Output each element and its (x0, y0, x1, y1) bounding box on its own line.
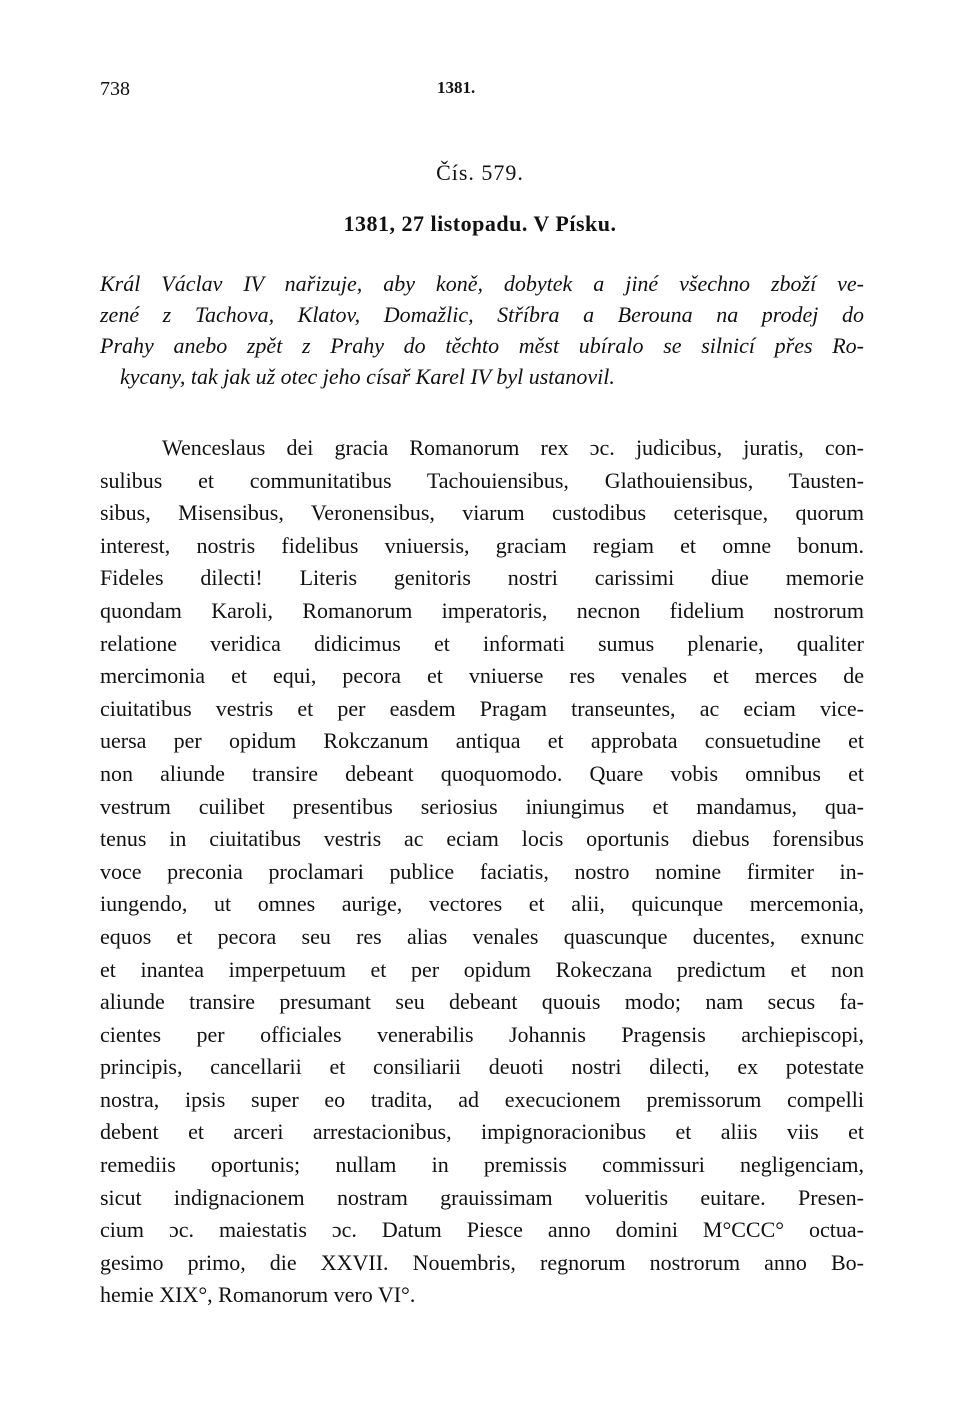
running-year: 1381. (437, 78, 476, 97)
regest-summary (100, 268, 864, 392)
charter-line: aliunde transire presumant seu debeant quouis modo; nam secus fa- (100, 989, 864, 1015)
charter-line: et inantea imperpetuum et per opidum Rokeczana predictum et non (100, 956, 864, 982)
charter-line: remediis oportunis; nullam in premissis commissuri negligenciam, (100, 1152, 864, 1178)
document-date-place: 1381, 27 listopadu. V Písku. (343, 211, 617, 236)
charter-line: iungendo, ut omnes aurige, vectores et alii, quicunque mercemonia, (100, 891, 864, 917)
regest-line: zené z Tachova, Klatov, Domažlic, Stříbra a Berouna na prodej do (100, 302, 864, 327)
charter-line: cium ɔc. maiestatis ɔc. Datum Piesce anno domini M°CCC° octua- (100, 1217, 864, 1243)
charter-line: non aliunde transire debeant quoquomodo. Quare vobis omnibus et (100, 760, 864, 786)
charter-line: gesimo primo, die XXVII. Nouembris, regnorum nostrorum anno Bo- (100, 1249, 864, 1275)
charter-text (100, 432, 864, 1312)
charter-line: quondam Karoli, Romanorum imperatoris, necnon fidelium nostrorum (100, 597, 864, 623)
running-head (100, 78, 864, 102)
charter-line: sulibus et communitatibus Tachouiensibus, Glathouiensibus, Tausten- (100, 467, 864, 493)
charter-line: ciuitatibus vestris et per easdem Pragam transeuntes, ac eciam vice- (100, 695, 864, 721)
charter-line: uersa per opidum Rokczanum antiqua et approbata consuetudine et (100, 728, 864, 754)
charter-line: vestrum cuilibet presentibus seriosius iniungimus et mandamus, qua- (100, 793, 864, 819)
charter-line: debent et arceri arrestacionibus, impignoracionibus et aliis viis et (100, 1119, 864, 1145)
charter-line: tenus in ciuitatibus vestris ac eciam locis oportunis diebus forensibus (100, 826, 864, 852)
charter-line: Fideles dilecti! Literis genitoris nostri carissimi diue memorie (100, 565, 864, 591)
regest-line: kycany, tak jak už otec jeho císař Karel IV byl ustanovil. (120, 364, 615, 389)
regest-line: Prahy anebo zpět z Prahy do těchto měst ubíralo se silnicí přes Ro- (100, 333, 864, 358)
document-number: Čís. 579. (436, 160, 524, 185)
charter-line: Wenceslaus dei gracia Romanorum rex ɔc. judicibus, juratis, con- (162, 435, 864, 460)
charter-line: sibus, Misensibus, Veronensibus, viarum custodibus ceterisque, quorum (100, 500, 864, 526)
charter-line: voce preconia proclamari publice faciatis, nostro nomine firmiter in- (100, 858, 864, 884)
charter-line: relatione veridica didicimus et informati sumus plenarie, qualiter (100, 630, 864, 656)
charter-line: hemie XIX°, Romanorum vero VI°. (100, 1282, 416, 1308)
regest-line: Král Václav IV nařizuje, aby koně, dobytek a jiné všechno zboží ve- (100, 271, 864, 296)
charter-line: mercimonia et equi, pecora et vniuerse res venales et merces de (100, 663, 864, 689)
charter-line: nostra, ipsis super eo tradita, ad execucionem premissorum compelli (100, 1086, 864, 1112)
charter-line: equos et pecora seu res alias venales quascunque ducentes, exnunc (100, 923, 864, 949)
charter-line: cientes per officiales venerabilis Johannis Pragensis archiepiscopi, (100, 1021, 864, 1047)
charter-line: interest, nostris fidelibus vniuersis, graciam regiam et omne bonum. (100, 532, 864, 558)
charter-line: sicut indignacionem nostram grauissimam volueritis euitare. Presen- (100, 1184, 864, 1210)
page-number: 738 (100, 78, 130, 100)
charter-line: principis, cancellarii et consiliarii deuoti nostri dilecti, ex potestate (100, 1054, 864, 1080)
